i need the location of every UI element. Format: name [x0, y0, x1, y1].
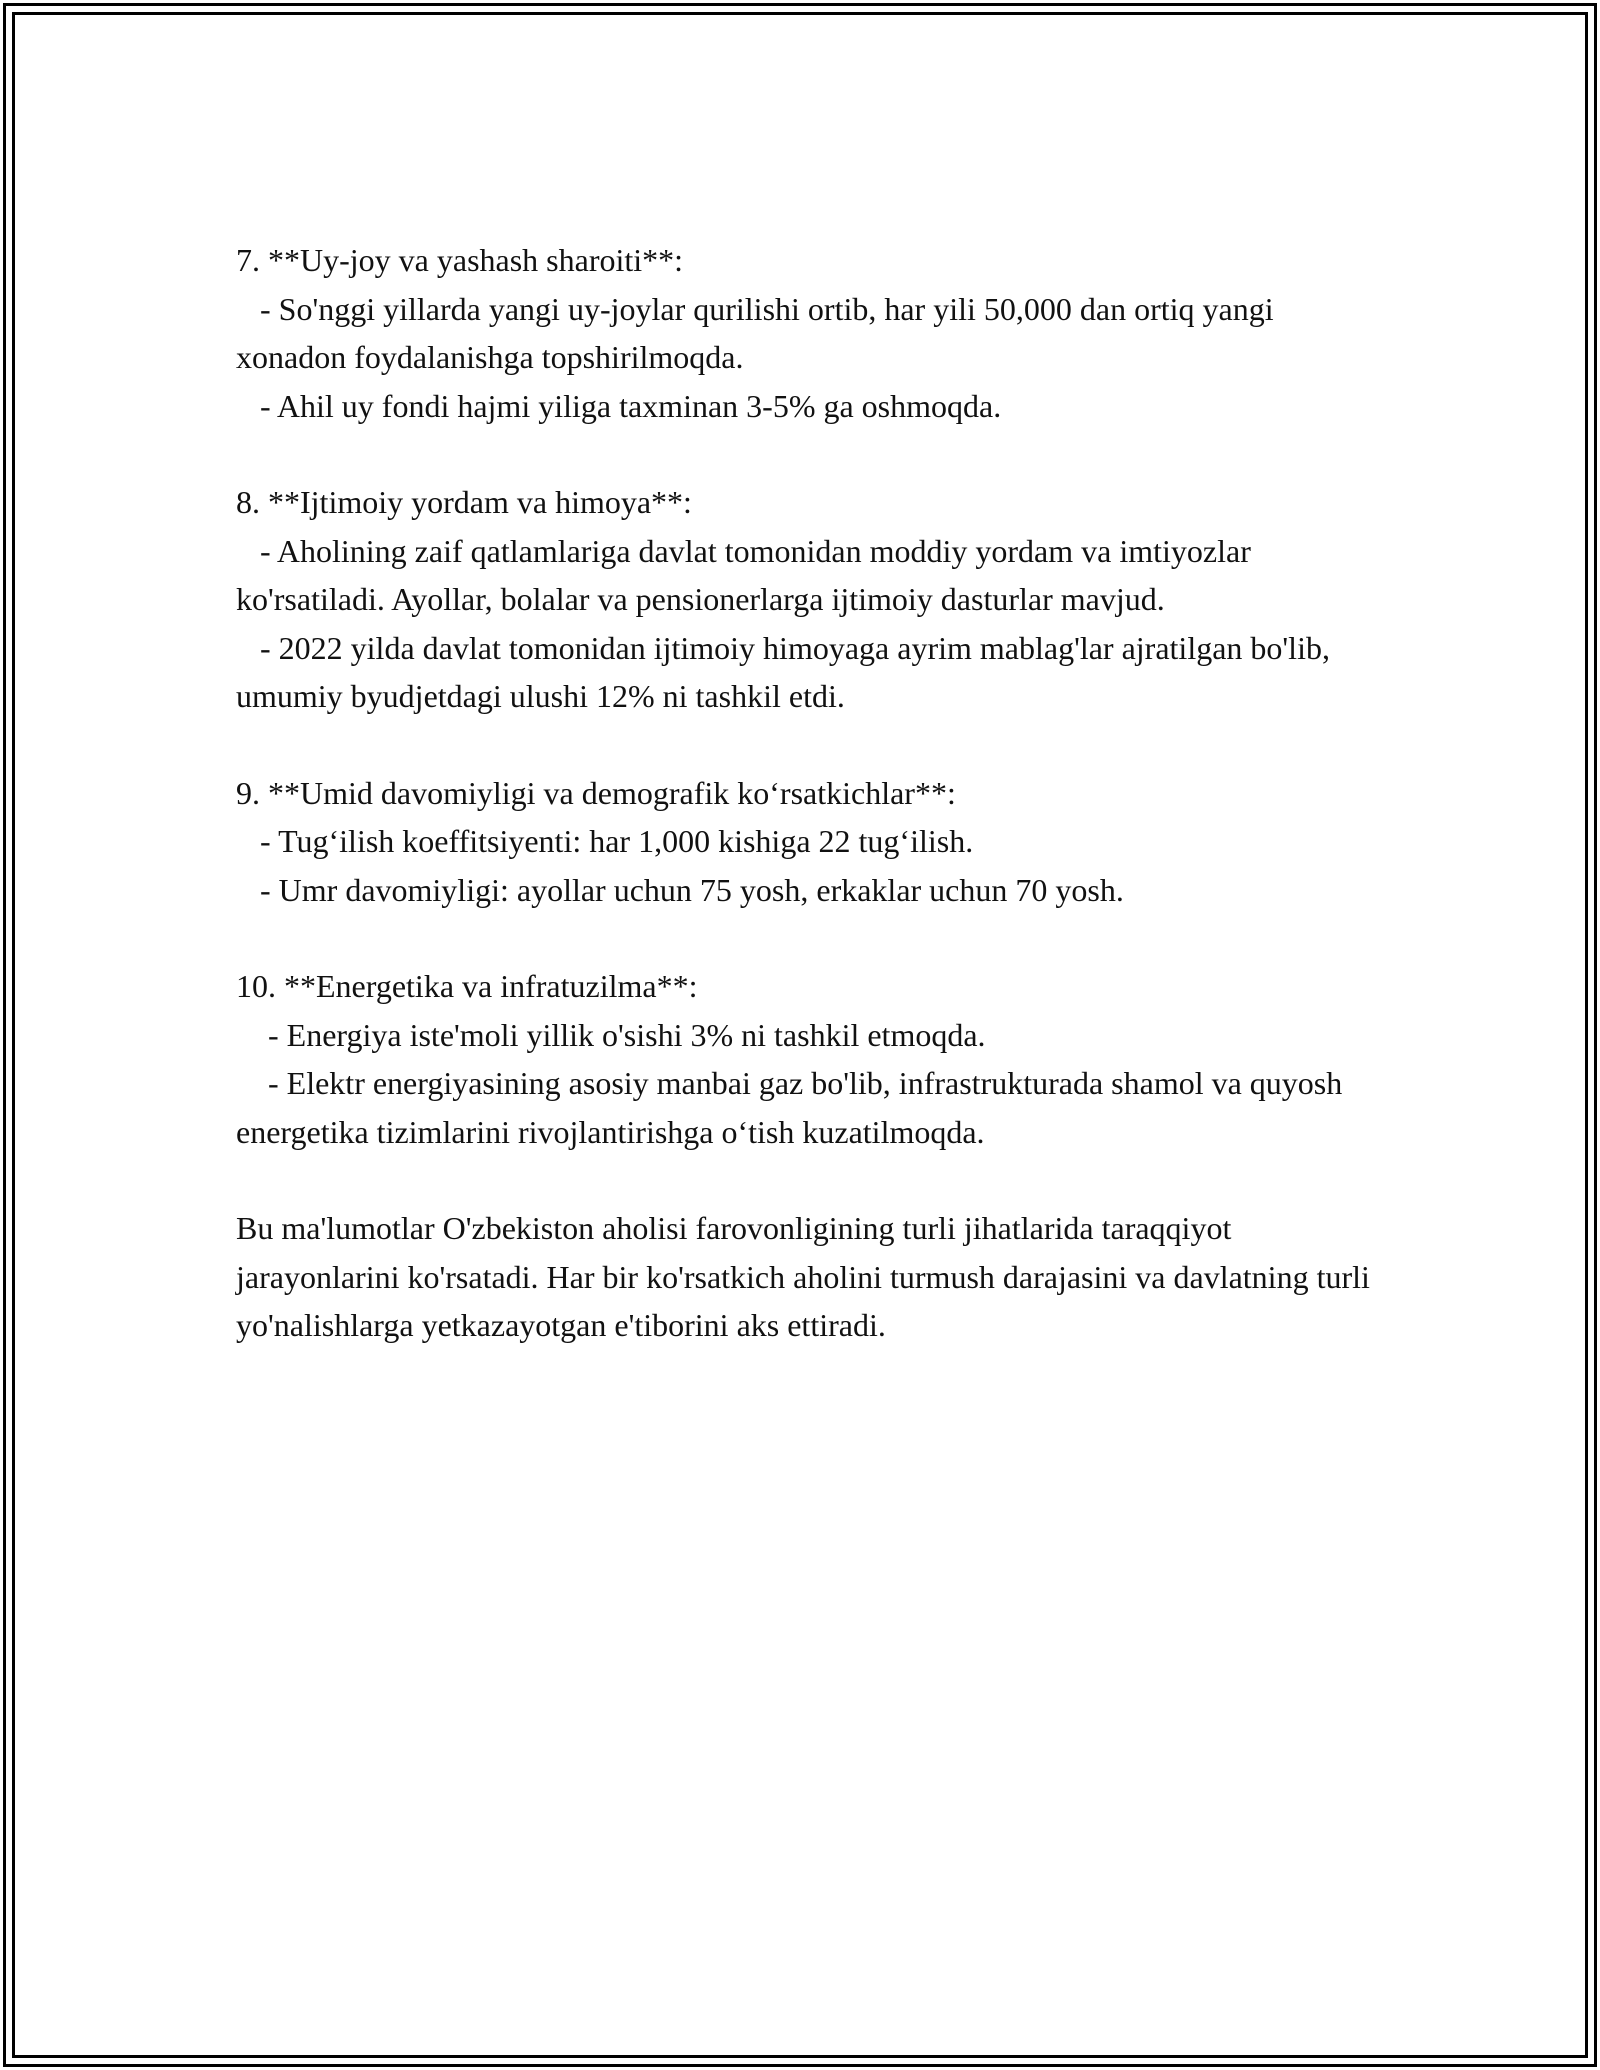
closing-paragraph: Bu ma'lumotlar O'zbekiston aholisi farovonligining turli jihatlarida taraqqiyot jarayonlarini ko'rsatadi. Har bir ko'rsatkich aholini turmush darajasini va davlatning turli yo'nalishlarga yetkazayotgan e'tiborini aks ettiradi. [236, 1210, 1370, 1343]
section-demographics [236, 769, 1376, 915]
section-bullet: - Energiya iste'moli yillik o'sishi 3% ni tashkil etmoqda. [236, 1016, 986, 1053]
section-bullet: - Ahil uy fondi hajmi yiliga taxminan 3-5% ga oshmoqda. [236, 387, 1002, 424]
section-heading: 7. **Uy-joy va yashash sharoiti**: [236, 242, 684, 278]
section-bullet: - Umr davomiyligi: ayollar uchun 75 yosh, erkaklar uchun 70 yosh. [236, 871, 1124, 908]
section-energy [236, 962, 1376, 1156]
section-bullet: - Aholining zaif qatlamlariga davlat tomonidan moddiy yordam va imtiyozlar ko'rsatiladi. Ayollar, bolalar va pensionerlarga ijtimoiy dasturlar mavjud. [236, 532, 1259, 617]
section-bullet: - Elektr energiyasining asosiy manbai gaz bo'lib, infrastrukturada shamol va quyosh energetika tizimlarini rivojlantirishga o‘tish kuzatilmoqda. [236, 1065, 1351, 1150]
section-housing [236, 236, 1376, 430]
section-bullet: - Tug‘ilish koeffitsiyenti: har 1,000 kishiga 22 tug‘ilish. [236, 823, 974, 859]
section-heading: 8. **Ijtimoiy yordam va himoya**: [236, 484, 692, 520]
section-heading: 9. **Umid davomiyligi va demografik ko‘rsatkichlar**: [236, 774, 956, 811]
section-heading: 10. **Energetika va infratuzilma**: [236, 968, 698, 1004]
document-body [236, 236, 1376, 1350]
section-bullet: - So'nggi yillarda yangi uy-joylar qurilishi ortib, har yili 50,000 dan ortiq yangi xonadon foydalanishga topshirilmoqda. [236, 290, 1282, 375]
section-social-support [236, 478, 1376, 721]
section-bullet: - 2022 yilda davlat tomonidan ijtimoiy himoyaga ayrim mablag'lar ajratilgan bo'lib, umumiy byudjetdagi ulushi 12% ni tashkil etdi. [236, 629, 1338, 714]
